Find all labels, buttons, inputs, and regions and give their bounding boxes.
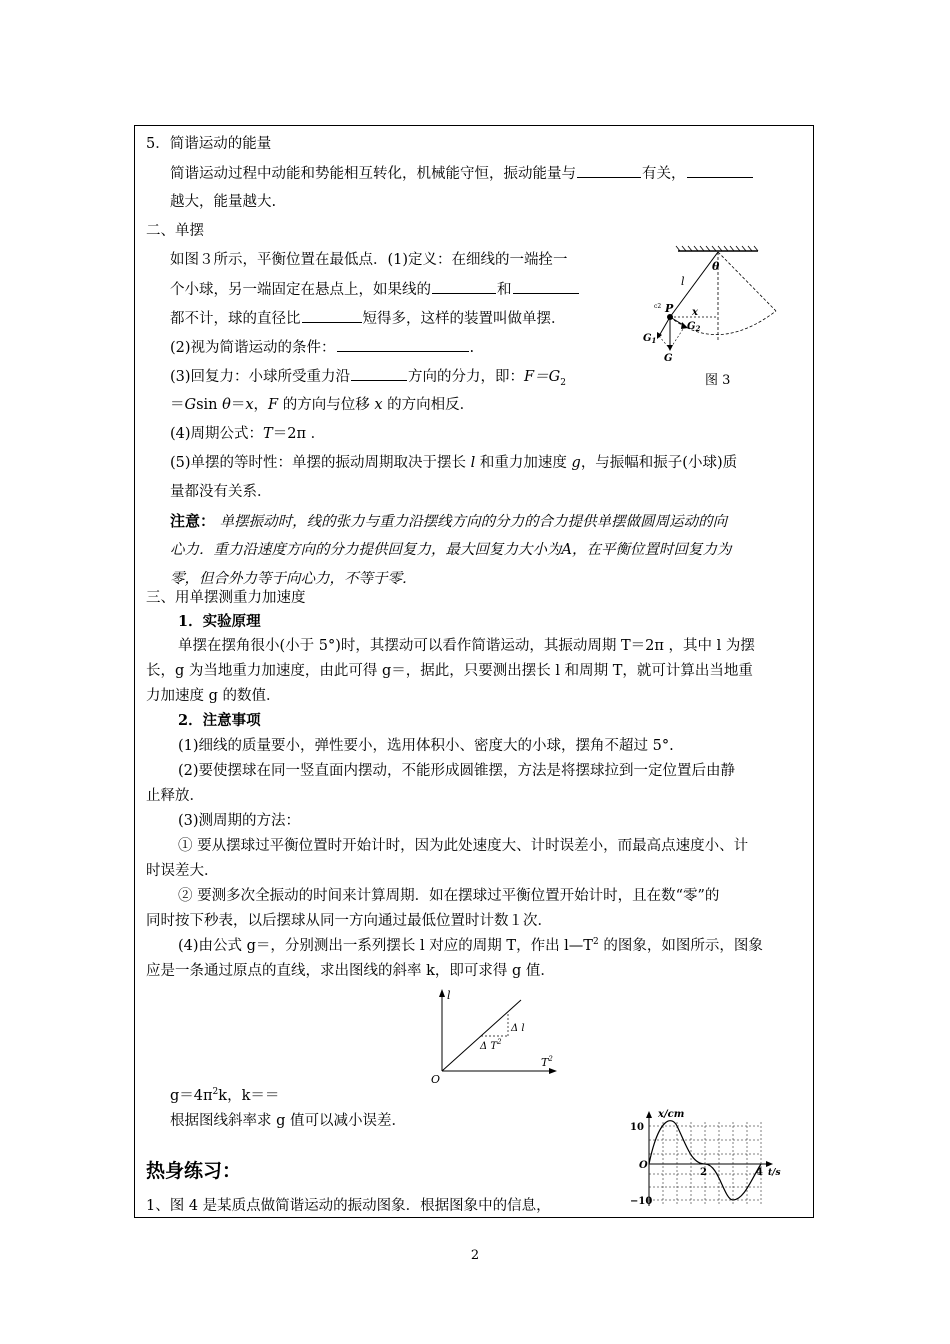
p-label: P bbox=[665, 302, 674, 315]
g2-label: $G_2$ bbox=[687, 321, 701, 333]
isochronism-line1: (5)单摆的等时性：单摆的振动周期取决于摆长 l 和重力加速度 g，与振幅和振子(小球)质 bbox=[170, 455, 738, 471]
page-number: 2 bbox=[470, 1248, 480, 1263]
note-label: 注意： bbox=[170, 512, 216, 530]
vib-tick-4: 4 bbox=[756, 1167, 763, 1178]
delta-t2-label: Δ $T^2$ bbox=[480, 1038, 502, 1052]
vib-y-max: 10 bbox=[630, 1122, 644, 1133]
small-label: c2 bbox=[654, 303, 662, 310]
caution-4-line1: (4)由公式 g＝，分别测出一系列摆长 l 对应的周期 T，作出 $l—T^2$ 的图象，如图所示，图象 bbox=[178, 937, 763, 954]
pendulum-figure bbox=[630, 245, 790, 395]
principle-line1: 单摆在摆角很小(小于 5°)时，其摆动可以看作简谐运动，其振动周期 T＝2π ，其中 l 为摆 bbox=[178, 638, 755, 654]
slope-formula: $g=4\pi^2k$，k＝＝ bbox=[170, 1087, 280, 1104]
l-label: l bbox=[681, 275, 685, 288]
condition-line: (2)视为简谐运动的条件： . bbox=[170, 340, 475, 356]
section5-line2: 越大，能量越大. bbox=[170, 194, 277, 210]
blank-5 bbox=[302, 309, 362, 323]
period-formula: (4)周期公式：T＝2π ． bbox=[170, 426, 326, 442]
blank-6 bbox=[337, 338, 469, 352]
graph-origin: O bbox=[431, 1073, 441, 1085]
theta-label: θ bbox=[712, 260, 720, 273]
caution-3a-line2: 时误差大． bbox=[146, 863, 219, 879]
principle-line3: 力加速度 g 的数值． bbox=[146, 688, 281, 704]
isochronism-line2: 量都没有关系． bbox=[170, 484, 272, 500]
cautions-title: 2．注意事项 bbox=[178, 712, 261, 729]
blank-7 bbox=[351, 367, 407, 381]
g1-label: $G_1$ bbox=[643, 333, 657, 345]
note-line1: 注意： 单摆振动时，线的张力与重力沿摆线方向的分力的合力提供单摆做圆周运动的向 bbox=[170, 512, 728, 530]
warmup-title: 热身练习： bbox=[146, 1160, 242, 1182]
vib-y-label: x/cm bbox=[658, 1109, 685, 1120]
section5-line1: 简谐运动过程中动能和势能相互转化，机械能守恒，振动能量与 有关， bbox=[170, 164, 754, 183]
vib-y-min: −10 bbox=[630, 1196, 653, 1207]
caution-3: (3)测周期的方法： bbox=[178, 813, 301, 829]
caution-4-line2: 应是一条通过原点的直线，求出图线的斜率 k，即可求得 g 值． bbox=[146, 963, 555, 979]
blank-4 bbox=[513, 280, 579, 294]
x-label: x bbox=[692, 307, 698, 318]
definition-line1: 如图３所示，平衡位置在最低点．(1)定义：在细线的一端拴一 bbox=[170, 252, 568, 268]
warmup-question-1: 1、图 4 是某质点做简谐运动的振动图象．根据图象中的信息， bbox=[146, 1198, 551, 1214]
principle-line2: 长，g 为当地重力加速度，由此可得 g＝，据此，只要测出摆长 l 和周期 T，就可计算出当地重 bbox=[146, 663, 753, 679]
section2-title: 二、单摆 bbox=[146, 223, 204, 239]
restoring-force-line1: (3)回复力：小球所受重力沿 方向的分力，即：$F=G_2$ bbox=[170, 369, 566, 388]
delta-l-label: Δ l bbox=[511, 1023, 525, 1034]
note-line3: 零，但合外力等于向心力，不等于零． bbox=[170, 571, 417, 587]
note-line2: 心力．重力沿速度方向的分力提供回复力，最大回复力大小为A，在平衡位置时回复力为 bbox=[170, 542, 732, 558]
definition-line3: 都不计，球的直径比 短得多，这样的装置叫做单摆． bbox=[170, 311, 566, 327]
vib-tick-2: 2 bbox=[700, 1167, 707, 1178]
caution-1: (1)细线的质量要小，弹性要小，选用体积小、密度大的小球，摆角不超过 5°. bbox=[178, 738, 674, 754]
l-t2-graph bbox=[425, 985, 565, 1085]
section3-title: 三、用单摆测重力加速度 bbox=[146, 590, 306, 606]
figure3-caption: 图 3 bbox=[705, 373, 731, 388]
restoring-force-line2: ＝Gsin θ＝x，F 的方向与位移 x 的方向相反． bbox=[170, 397, 475, 413]
slope-note: 根据图线斜率求 g 值可以减小误差． bbox=[170, 1113, 406, 1129]
blank-3 bbox=[432, 280, 496, 294]
graph-x-label: $T^2$ bbox=[541, 1055, 553, 1069]
section5-title: 5．简谐运动的能量 bbox=[146, 136, 272, 152]
definition-line2: 个小球，另一端固定在悬点上，如果线的 和 bbox=[170, 280, 580, 299]
caution-3a-line1: ① 要从摆球过平衡位置时开始计时，因为此处速度大、计时误差小，而最高点速度小、计 bbox=[178, 838, 749, 854]
caution-3b-line2: 同时按下秒表，以后摆球从同一方向通过最低位置时计数１次． bbox=[146, 913, 552, 929]
caution-2-line1: (2)要使摆球在同一竖直面内摆动，不能形成圆锥摆，方法是将摆球拉到一定位置后由静 bbox=[178, 763, 736, 779]
caution-2-line2: 止释放． bbox=[146, 788, 204, 804]
blank-2 bbox=[687, 164, 753, 178]
vib-x-label: t/s bbox=[768, 1168, 781, 1178]
vib-origin: O bbox=[639, 1160, 648, 1171]
principle-title: 1．实验原理 bbox=[178, 613, 261, 630]
g-label: G bbox=[664, 353, 673, 364]
graph-y-label: l bbox=[447, 989, 451, 1002]
blank-1 bbox=[577, 164, 641, 178]
vibration-graph bbox=[628, 1108, 788, 1210]
caution-3b-line1: ② 要测多次全振动的时间来计算周期．如在摆球过平衡位置开始计时，且在数“零”的 bbox=[178, 888, 720, 904]
